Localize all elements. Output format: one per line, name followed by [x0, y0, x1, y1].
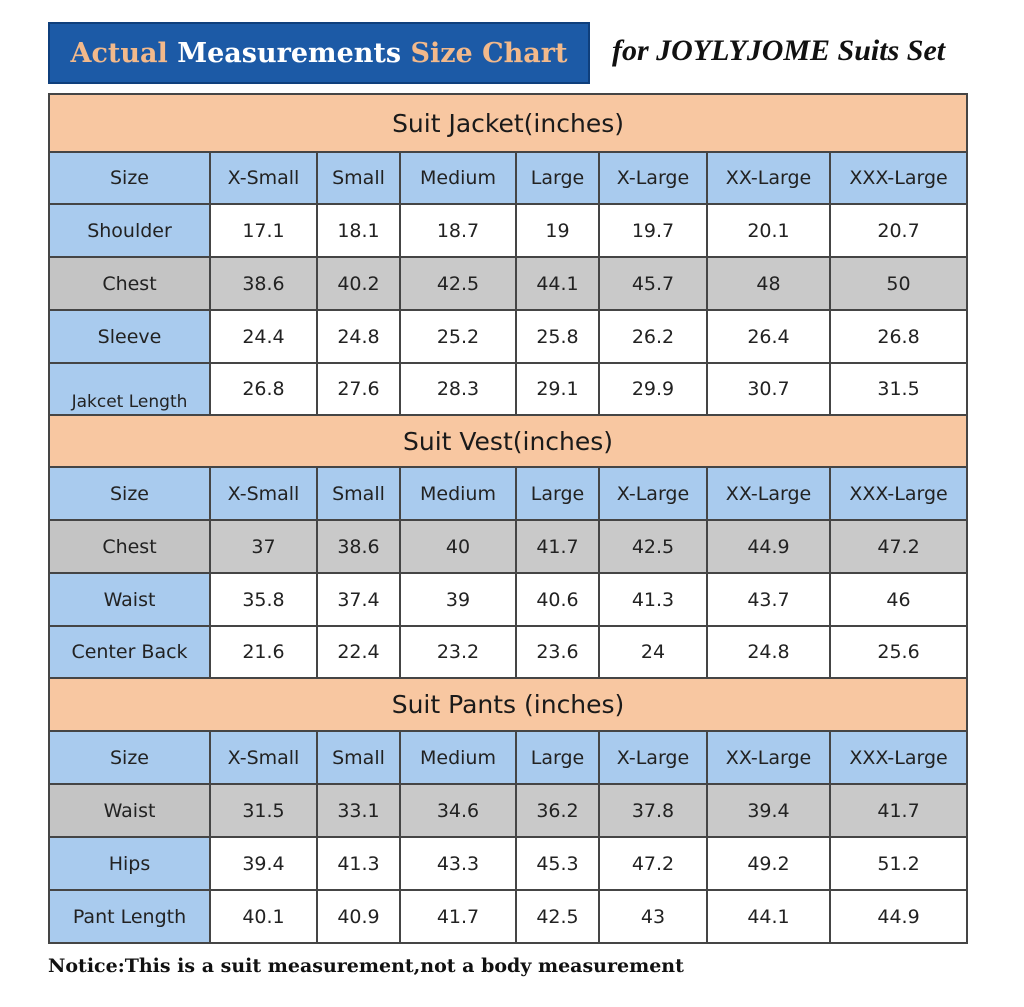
value-cell: 45.7: [599, 257, 707, 310]
value-cell: 46: [830, 573, 967, 626]
table-row: [49, 363, 967, 415]
value-cell: 38.6: [317, 520, 400, 573]
value-cell: 29.9: [599, 363, 707, 415]
value-cell: 51.2: [830, 837, 967, 890]
value-cell: 24: [599, 626, 707, 678]
value-cell: 24.8: [317, 310, 400, 363]
value-cell: 44.9: [707, 520, 830, 573]
jacket-section-header: [49, 94, 967, 152]
row-label: Sleeve: [49, 310, 210, 363]
value-cell: 39.4: [707, 784, 830, 837]
table-row: [49, 784, 967, 837]
table-row: [49, 626, 967, 678]
size-header-cell: X-Large: [599, 731, 707, 784]
value-cell: 41.3: [317, 837, 400, 890]
size-header-cell: X-Small: [210, 467, 317, 520]
value-cell: 37.8: [599, 784, 707, 837]
size-header-cell: XX-Large: [707, 731, 830, 784]
vest-size-header-row: [49, 467, 967, 520]
value-cell: 27.6: [317, 363, 400, 415]
value-cell: 43: [599, 890, 707, 943]
value-cell: 41.3: [599, 573, 707, 626]
value-cell: 25.6: [830, 626, 967, 678]
value-cell: 37: [210, 520, 317, 573]
value-cell: 41.7: [830, 784, 967, 837]
size-header-cell: X-Large: [599, 152, 707, 204]
value-cell: 26.8: [210, 363, 317, 415]
size-header-cell: X-Large: [599, 467, 707, 520]
table-row: [49, 257, 967, 310]
value-cell: 31.5: [830, 363, 967, 415]
value-cell: 40.6: [516, 573, 599, 626]
table-row: [49, 837, 967, 890]
table-row: [49, 310, 967, 363]
size-header-cell: XXX-Large: [830, 152, 967, 204]
row-label: Pant Length: [49, 890, 210, 943]
row-label: Chest: [49, 257, 210, 310]
size-header-cell: X-Small: [210, 731, 317, 784]
table-row: [49, 573, 967, 626]
value-cell: 39: [400, 573, 516, 626]
value-cell: 25.2: [400, 310, 516, 363]
vest-section-header: [49, 415, 967, 467]
size-header-cell: Small: [317, 152, 400, 204]
size-header-cell: Small: [317, 467, 400, 520]
value-cell: 40: [400, 520, 516, 573]
value-cell: 47.2: [830, 520, 967, 573]
pants-size-header-row: [49, 731, 967, 784]
value-cell: 33.1: [317, 784, 400, 837]
value-cell: 17.1: [210, 204, 317, 257]
value-cell: 40.1: [210, 890, 317, 943]
value-cell: 25.8: [516, 310, 599, 363]
size-chart-banner: [48, 22, 590, 84]
banner-word-actual: Actual: [70, 37, 168, 69]
value-cell: 18.1: [317, 204, 400, 257]
row-label: Jakcet Length: [49, 363, 210, 415]
value-cell: 29.1: [516, 363, 599, 415]
value-cell: 41.7: [516, 520, 599, 573]
value-cell: 18.7: [400, 204, 516, 257]
value-cell: 43.7: [707, 573, 830, 626]
value-cell: 44.1: [516, 257, 599, 310]
size-header-cell: Medium: [400, 467, 516, 520]
value-cell: 35.8: [210, 573, 317, 626]
row-label: Center Back: [49, 626, 210, 678]
value-cell: 42.5: [400, 257, 516, 310]
value-cell: 19: [516, 204, 599, 257]
value-cell: 37.4: [317, 573, 400, 626]
measurement-notice: Notice:This is a suit measurement,not a body measurement: [48, 955, 684, 977]
value-cell: 24.4: [210, 310, 317, 363]
value-cell: 45.3: [516, 837, 599, 890]
value-cell: 23.2: [400, 626, 516, 678]
value-cell: 21.6: [210, 626, 317, 678]
table-row: [49, 204, 967, 257]
banner-word-size-chart: Size Chart: [410, 37, 568, 69]
size-header-cell: Size: [49, 731, 210, 784]
pants-section-title: Suit Pants (inches): [49, 678, 967, 731]
size-chart-table: [48, 93, 968, 944]
value-cell: 19.7: [599, 204, 707, 257]
value-cell: 48: [707, 257, 830, 310]
row-label: Waist: [49, 573, 210, 626]
value-cell: 44.1: [707, 890, 830, 943]
size-header-cell: Size: [49, 467, 210, 520]
row-label: Waist: [49, 784, 210, 837]
jacket-size-header-row: [49, 152, 967, 204]
size-header-cell: XXX-Large: [830, 467, 967, 520]
size-header-cell: X-Small: [210, 152, 317, 204]
value-cell: 34.6: [400, 784, 516, 837]
table-row: [49, 890, 967, 943]
value-cell: 38.6: [210, 257, 317, 310]
size-header-cell: Large: [516, 731, 599, 784]
value-cell: 30.7: [707, 363, 830, 415]
size-header-cell: XXX-Large: [830, 731, 967, 784]
value-cell: 42.5: [516, 890, 599, 943]
value-cell: 31.5: [210, 784, 317, 837]
jacket-section-title: Suit Jacket(inches): [49, 94, 967, 152]
value-cell: 26.8: [830, 310, 967, 363]
value-cell: 26.2: [599, 310, 707, 363]
size-header-cell: XX-Large: [707, 467, 830, 520]
value-cell: 39.4: [210, 837, 317, 890]
table-row: [49, 520, 967, 573]
value-cell: 28.3: [400, 363, 516, 415]
size-header-cell: Medium: [400, 731, 516, 784]
value-cell: 24.8: [707, 626, 830, 678]
value-cell: 47.2: [599, 837, 707, 890]
banner-word-measurements: Measurements: [177, 37, 402, 69]
value-cell: 40.9: [317, 890, 400, 943]
value-cell: 20.1: [707, 204, 830, 257]
vest-section-title: Suit Vest(inches): [49, 415, 967, 467]
value-cell: 36.2: [516, 784, 599, 837]
value-cell: 49.2: [707, 837, 830, 890]
value-cell: 43.3: [400, 837, 516, 890]
row-label: Hips: [49, 837, 210, 890]
value-cell: 20.7: [830, 204, 967, 257]
brand-subtitle: for JOYLYJOME Suits Set: [612, 34, 946, 67]
row-label: Chest: [49, 520, 210, 573]
value-cell: 42.5: [599, 520, 707, 573]
value-cell: 22.4: [317, 626, 400, 678]
pants-section-header: [49, 678, 967, 731]
size-header-cell: Large: [516, 152, 599, 204]
row-label: Shoulder: [49, 204, 210, 257]
value-cell: 40.2: [317, 257, 400, 310]
size-header-cell: Small: [317, 731, 400, 784]
value-cell: 23.6: [516, 626, 599, 678]
size-header-cell: Medium: [400, 152, 516, 204]
value-cell: 26.4: [707, 310, 830, 363]
value-cell: 44.9: [830, 890, 967, 943]
value-cell: 41.7: [400, 890, 516, 943]
size-header-cell: Size: [49, 152, 210, 204]
value-cell: 50: [830, 257, 967, 310]
size-header-cell: XX-Large: [707, 152, 830, 204]
size-header-cell: Large: [516, 467, 599, 520]
